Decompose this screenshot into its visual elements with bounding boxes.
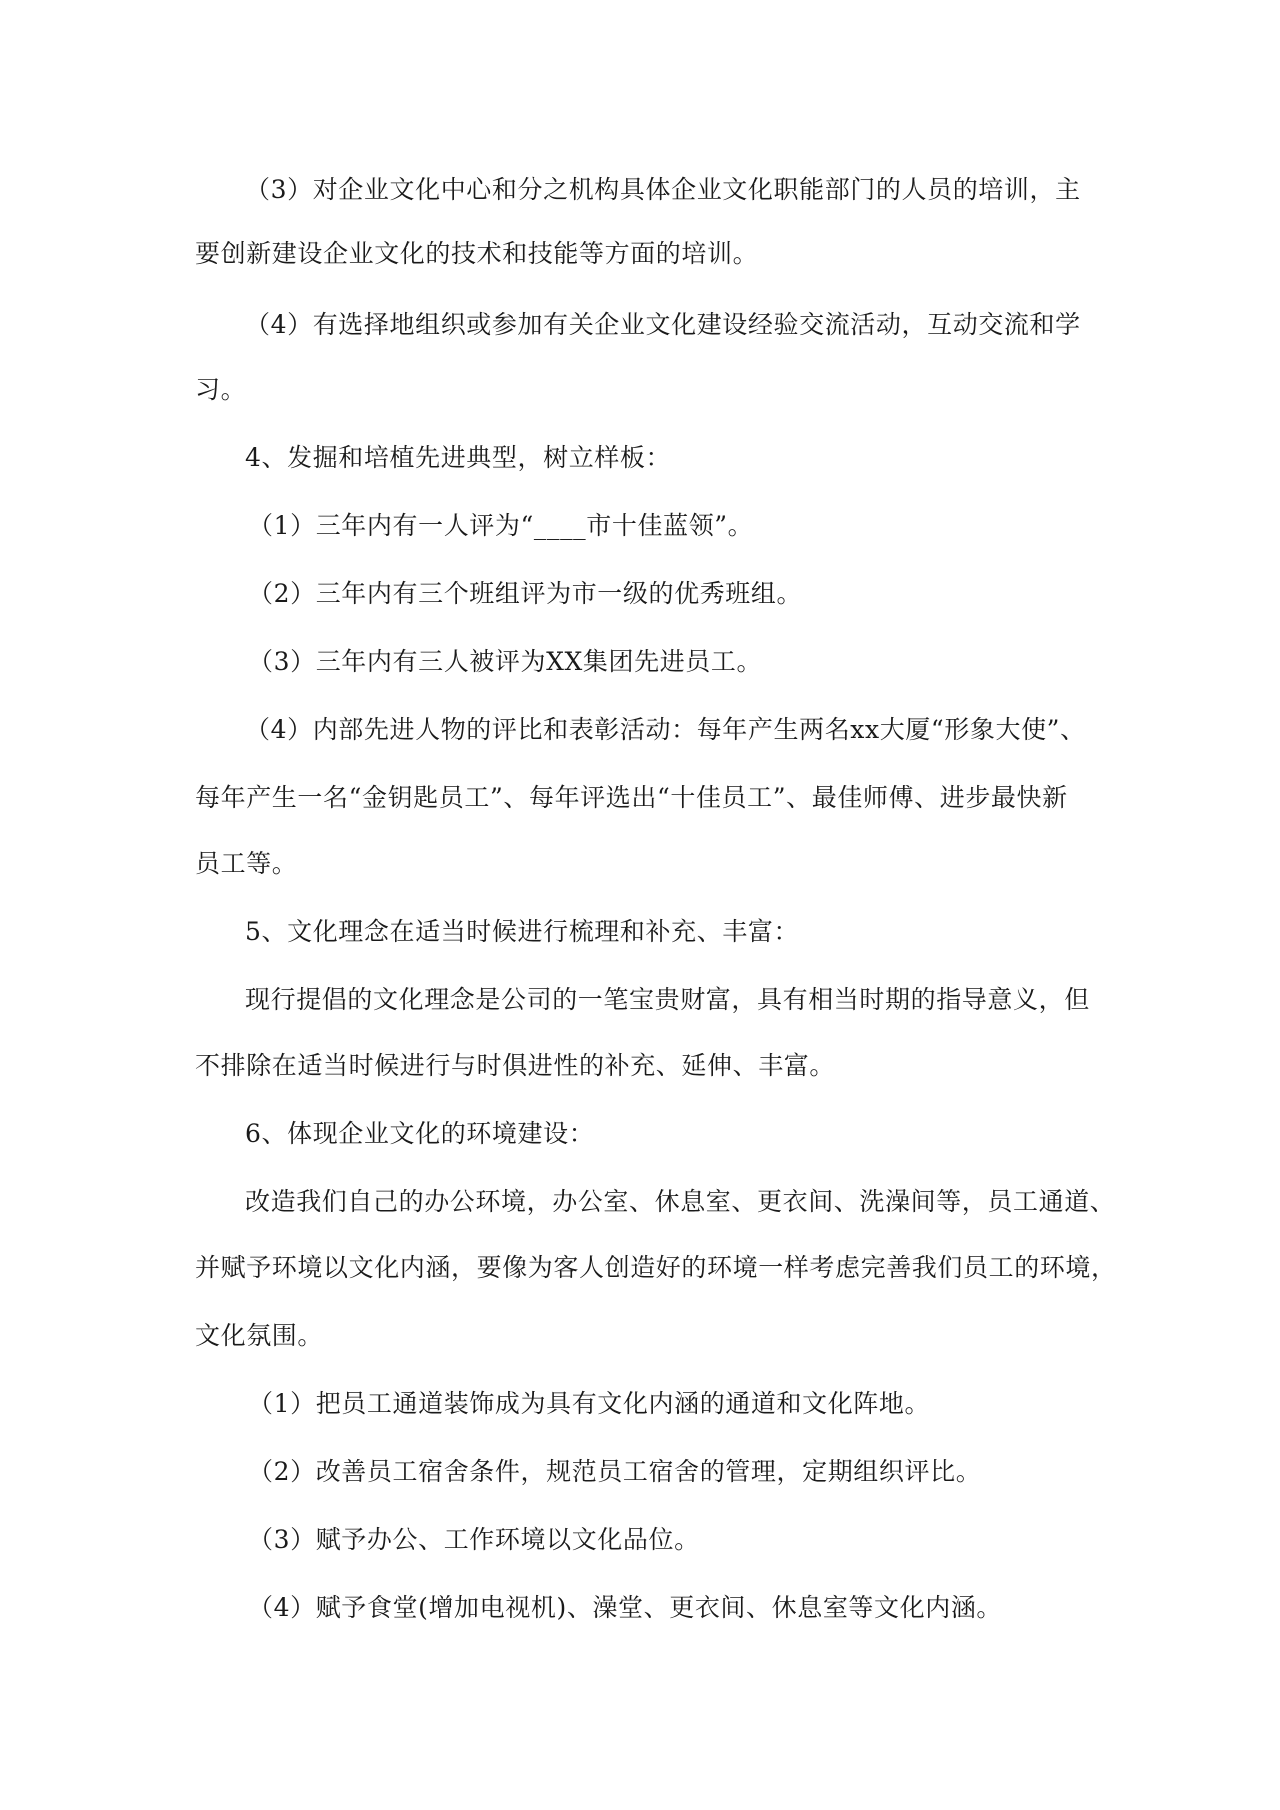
paragraph-line: 每年产生一名“金钥匙员工”、每年评选出“十佳员工”、最佳师傅、进步最快新 xyxy=(195,783,1068,812)
list-item: （2）改善员工宿舍条件，规范员工宿舍的管理，定期组织评比。 xyxy=(248,1457,982,1486)
paragraph-line: 员工等。 xyxy=(195,849,298,878)
paragraph-line: 习。 xyxy=(195,375,247,404)
paragraph-line: 文化氛围。 xyxy=(195,1321,324,1350)
paragraph-line: 现行提倡的文化理念是公司的一笔宝贵财富，具有相当时期的指导意义，但 xyxy=(245,985,1090,1014)
list-item: （4）赋予食堂(增加电视机)、澡堂、更衣间、休息室等文化内涵。 xyxy=(248,1593,1003,1622)
section-heading: 5、文化理念在适当时候进行梳理和补充、丰富： xyxy=(245,917,800,946)
section-heading: 6、体现企业文化的环境建设： xyxy=(245,1119,595,1148)
section-heading: 4、发掘和培植先进典型，树立样板： xyxy=(245,443,672,472)
list-item: （4）内部先进人物的评比和表彰活动：每年产生两名xx大厦“形象大使”、 xyxy=(245,715,1086,744)
list-item: （1）把员工通道装饰成为具有文化内涵的通道和文化阵地。 xyxy=(248,1389,931,1418)
list-item: （3）三年内有三人被评为XX集团先进员工。 xyxy=(248,647,763,676)
paragraph-line: 不排除在适当时候进行与时俱进性的补充、延伸、丰富。 xyxy=(195,1051,836,1080)
list-item: （3）赋予办公、工作环境以文化品位。 xyxy=(248,1525,700,1554)
list-item: （1）三年内有一人评为“____市十佳蓝领”。 xyxy=(248,511,754,540)
paragraph-line: 改造我们自己的办公环境，办公室、休息室、更衣间、洗澡间等，员工通道、 xyxy=(245,1187,1116,1216)
paragraph-line: （4）有选择地组织或参加有关企业文化建设经验交流活动，互动交流和学 xyxy=(245,310,1081,339)
list-item: （2）三年内有三个班组评为市一级的优秀班组。 xyxy=(248,579,803,608)
paragraph-line: 要创新建设企业文化的技术和技能等方面的培训。 xyxy=(195,239,759,268)
paragraph-line: 并赋予环境以文化内涵，要像为客人创造好的环境一样考虑完善我们员工的环境， xyxy=(195,1253,1117,1282)
paragraph-line: （3）对企业文化中心和分之机构具体企业文化职能部门的人员的培训，主 xyxy=(245,175,1081,204)
